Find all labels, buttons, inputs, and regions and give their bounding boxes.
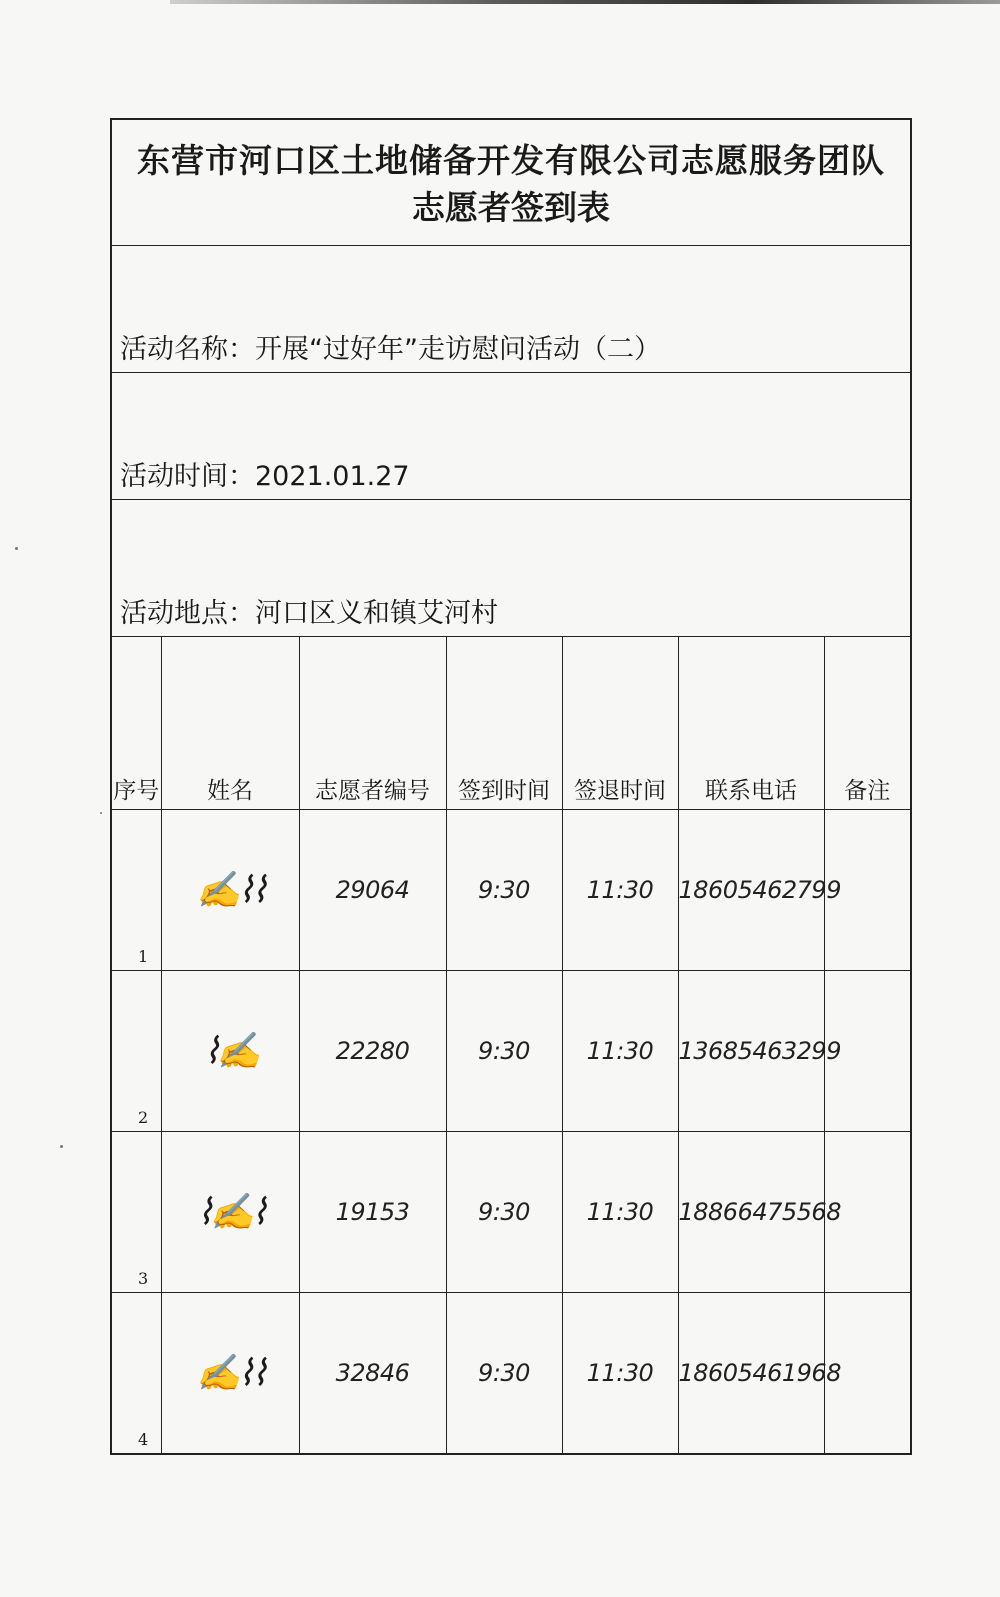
- activity-name-row: [111, 246, 911, 373]
- sign-in-sheet: [110, 118, 912, 1455]
- scan-edge-shadow: [170, 0, 1000, 4]
- row-index: 1: [111, 810, 161, 971]
- sign-in-time: 9:30: [446, 1293, 562, 1455]
- phone-number: 18605462799: [678, 810, 824, 971]
- scan-speck: [100, 812, 102, 814]
- activity-time: [111, 373, 911, 500]
- activity-name: [111, 246, 911, 373]
- header-sign-out: 签退时间: [562, 637, 678, 810]
- handwritten-signature: ✍⌇⌇: [161, 1293, 299, 1455]
- phone-number: 18866475568: [678, 1132, 824, 1293]
- activity-time-row: [111, 373, 911, 500]
- title-row: [111, 119, 911, 246]
- handwritten-signature: ⌇✍⌇: [161, 1132, 299, 1293]
- table-row: [111, 1132, 911, 1293]
- header-index: 序号: [111, 637, 161, 810]
- sign-in-time: 9:30: [446, 1132, 562, 1293]
- sign-out-time: 11:30: [562, 971, 678, 1132]
- volunteer-id: 19153: [299, 1132, 446, 1293]
- handwritten-signature: ✍⌇⌇: [161, 810, 299, 971]
- volunteer-id: 29064: [299, 810, 446, 971]
- handwritten-signature: ⌇✍: [161, 971, 299, 1132]
- sign-out-time: 11:30: [562, 810, 678, 971]
- row-index: 3: [111, 1132, 161, 1293]
- activity-place-row: [111, 500, 911, 637]
- row-index: 4: [111, 1293, 161, 1455]
- table-row: [111, 971, 911, 1132]
- table-header-row: [111, 637, 911, 810]
- activity-place-text: 活动地点：河口区义和镇艾河村: [120, 598, 498, 629]
- table-row: [111, 1293, 911, 1455]
- activity-place: [111, 500, 911, 637]
- header-volunteer-id: 志愿者编号: [299, 637, 446, 810]
- phone-number: 18605461968: [678, 1293, 824, 1455]
- volunteer-id: 32846: [299, 1293, 446, 1455]
- sign-in-time: 9:30: [446, 971, 562, 1132]
- header-note: 备注: [824, 637, 911, 810]
- header-sign-in: 签到时间: [446, 637, 562, 810]
- table-row: [111, 810, 911, 971]
- form-subtitle: 志愿者签到表: [412, 187, 610, 227]
- sign-out-time: 11:30: [562, 1293, 678, 1455]
- form-title: 东营市河口区土地储备开发有限公司志愿服务团队: [137, 140, 885, 180]
- header-phone: 联系电话: [678, 637, 824, 810]
- activity-name-text: 活动名称：开展“过好年”走访慰问活动（二）: [120, 334, 661, 365]
- sign-in-time: 9:30: [446, 810, 562, 971]
- scan-speck: [15, 547, 18, 550]
- scan-speck: [60, 1145, 63, 1148]
- phone-number: 13685463299: [678, 971, 824, 1132]
- title-cell: [111, 119, 911, 246]
- header-name: 姓名: [161, 637, 299, 810]
- activity-time-text: 活动时间：2021.01.27: [120, 461, 410, 492]
- volunteer-id: 22280: [299, 971, 446, 1132]
- row-index: 2: [111, 971, 161, 1132]
- sign-out-time: 11:30: [562, 1132, 678, 1293]
